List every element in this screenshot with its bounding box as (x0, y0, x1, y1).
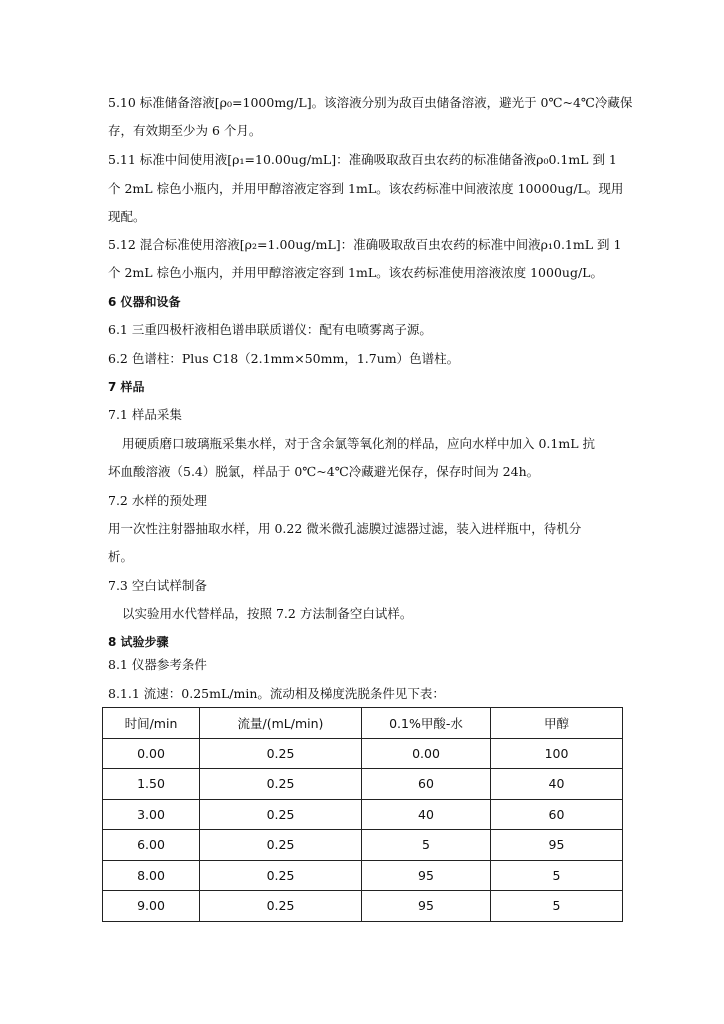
section-heading-6: 6 仪器和设备 (108, 295, 181, 309)
header-flow: 流量/(mL/min) (200, 708, 362, 739)
cell-flow: 0.25 (200, 891, 362, 922)
cell-time: 0.00 (103, 738, 200, 769)
para-5-12-line1: 5.12 混合标准使用溶液[ρ₂=1.00ug/mL]：准确吸取敌百虫农药的标准中间液ρ₁0.1mL 到 1 (108, 237, 622, 252)
cell-flow: 0.25 (200, 830, 362, 861)
cell-time: 8.00 (103, 860, 200, 891)
section-heading-7: 7 样品 (108, 380, 145, 394)
para-8-1-1: 8.1.1 流速：0.25mL/min。流动相及梯度洗脱条件见下表： (108, 686, 445, 701)
header-formic-water: 0.1%甲酸-水 (362, 708, 491, 739)
table-header-row (103, 708, 623, 739)
subheading-7-3: 7.3 空白试样制备 (108, 578, 207, 593)
subheading-8-1: 8.1 仪器参考条件 (108, 657, 207, 672)
cell-formic-water: 95 (362, 891, 491, 922)
para-7-2-line2: 析。 (108, 549, 134, 564)
para-5-11-line1: 5.11 标准中间使用液[ρ₁=10.00ug/mL]：准确吸取敌百虫农药的标准储备液ρ₀0.1mL 到 1 (108, 152, 617, 167)
table-row (103, 738, 623, 769)
para-5-11-line3: 现配。 (108, 209, 146, 224)
subheading-7-1: 7.1 样品采集 (108, 407, 182, 422)
para-6-1: 6.1 三重四极杆液相色谱串联质谱仪：配有电喷雾离子源。 (108, 322, 432, 337)
cell-time: 6.00 (103, 830, 200, 861)
cell-methanol: 95 (491, 830, 623, 861)
cell-methanol: 100 (491, 738, 623, 769)
table-row (103, 830, 623, 861)
cell-formic-water: 0.00 (362, 738, 491, 769)
para-7-1-line1: 用硬质磨口玻璃瓶采集水样，对于含余氯等氧化剂的样品，应向水样中加入 0.1mL 抗 (122, 436, 595, 451)
cell-time: 3.00 (103, 799, 200, 830)
para-5-11-line2: 个 2mL 棕色小瓶内，并用甲醇溶液定容到 1mL。该农药标准中间液浓度 10000ug/L。现用 (108, 181, 624, 196)
cell-flow: 0.25 (200, 738, 362, 769)
cell-methanol: 40 (491, 769, 623, 800)
para-7-2-line1: 用一次性注射器抽取水样，用 0.22 微米微孔滤膜过滤器过滤，装入进样瓶中，待机分 (108, 521, 582, 536)
para-5-12-line2: 个 2mL 棕色小瓶内，并用甲醇溶液定容到 1mL。该农药标准使用溶液浓度 1000ug/L。 (108, 265, 603, 280)
cell-formic-water: 40 (362, 799, 491, 830)
cell-time: 9.00 (103, 891, 200, 922)
cell-methanol: 5 (491, 891, 623, 922)
cell-formic-water: 60 (362, 769, 491, 800)
cell-flow: 0.25 (200, 860, 362, 891)
gradient-table (102, 707, 623, 922)
para-5-10-line1: 5.10 标准储备溶液[ρ₀=1000mg/L]。该溶液分别为敌百虫储备溶液，避光于 0℃~4℃冷藏保 (108, 95, 633, 110)
header-time: 时间/min (103, 708, 200, 739)
subheading-7-2: 7.2 水样的预处理 (108, 493, 207, 508)
table-row (103, 799, 623, 830)
para-6-2: 6.2 色谱柱：Plus C18（2.1mm×50mm，1.7um）色谱柱。 (108, 351, 460, 366)
header-methanol: 甲醇 (491, 708, 623, 739)
cell-flow: 0.25 (200, 769, 362, 800)
cell-formic-water: 5 (362, 830, 491, 861)
cell-time: 1.50 (103, 769, 200, 800)
cell-methanol: 5 (491, 860, 623, 891)
table-row (103, 769, 623, 800)
cell-flow: 0.25 (200, 799, 362, 830)
para-7-1-line2: 坏血酸溶液（5.4）脱氯，样品于 0℃~4℃冷藏避光保存，保存时间为 24h。 (108, 464, 540, 479)
para-7-3: 以实验用水代替样品，按照 7.2 方法制备空白试样。 (122, 606, 413, 621)
cell-formic-water: 95 (362, 860, 491, 891)
cell-methanol: 60 (491, 799, 623, 830)
section-heading-8: 8 试验步骤 (108, 635, 169, 649)
table-row (103, 891, 623, 922)
table-row (103, 860, 623, 891)
para-5-10-line2: 存，有效期至少为 6 个月。 (108, 123, 262, 138)
